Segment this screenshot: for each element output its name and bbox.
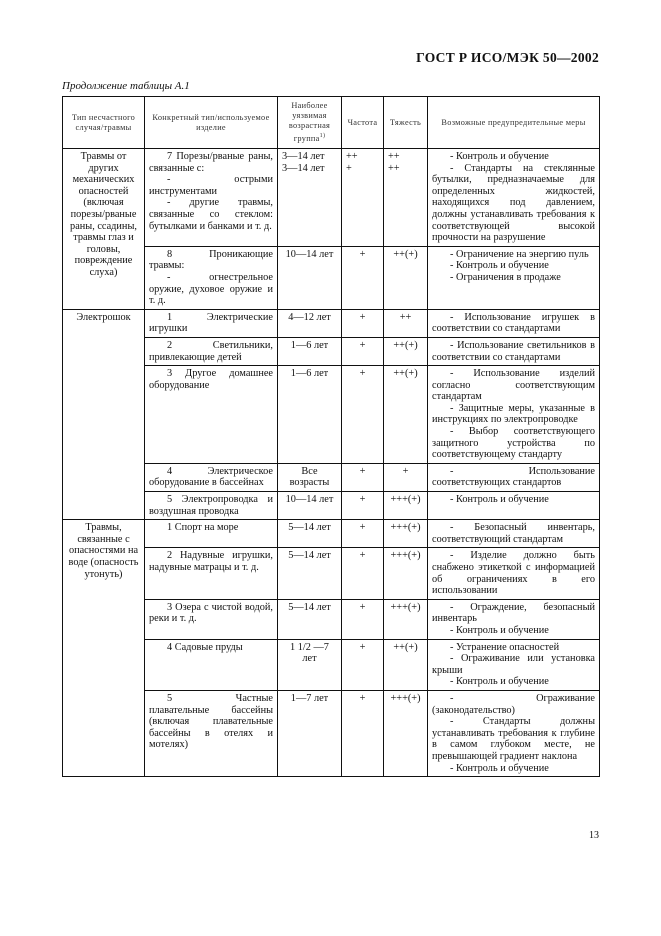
frequency-cell: + [342,548,384,599]
measures-cell: - Контроль и обучение [428,492,600,520]
measures-cell: - Использование изделий согласно соответствующим стандартам - Защитные меры, указанные в инструкциях по электропроводке - Выбор соответствующего защитного устройства по соответствующему стандарту [428,366,600,464]
specific-type-cell: 5 Частные плавательные бассейны (включая плавательные бассейны в отелях и мотелях) [145,690,278,776]
specific-type-cell: 4 Садовые пруды [145,639,278,690]
frequency-cell: + [342,492,384,520]
age-group-cell: 5—14 лет [278,548,342,599]
header-specific-type: Конкретный тип/используемое изделие [145,97,278,149]
measures-cell: - Ограживание (законодательство) - Стандарты должны устанавливать требования к глубине в самом глубоком месте, не превышающей градиент наклона - Контроль и обучение [428,690,600,776]
accident-type-cell: Травмы, связанные с опасностями на воде (опасность утонуть) [63,520,145,777]
header-measures: Возможные предупредительные меры [428,97,600,149]
table-caption: Продолжение таблицы А.1 [62,80,190,92]
specific-type-cell: 2 Светильники, привлекающие детей [145,337,278,365]
specific-type-cell: 2 Надувные игрушки, надувные матрацы и т. д. [145,548,278,599]
table-row [63,520,600,548]
accident-type-cell: Травмы от других механических опасностей (включая порезы/рваные раны, ссадины, травмы глаз и головы, повреждение слуха) [63,149,145,310]
table-row [63,149,600,247]
age-group-cell: 5—14 лет [278,599,342,639]
measures-cell: - Ограничение на энергию пуль - Контроль и обучение - Ограничения в продаже [428,246,600,309]
severity-cell: ++ ++ [384,149,428,247]
frequency-cell: ++ + [342,149,384,247]
specific-type-cell: 5 Электропроводка и воздушная проводка [145,492,278,520]
measures-cell: - Ограждение, безопасный инвентарь - Контроль и обучение [428,599,600,639]
severity-cell: +++(+) [384,492,428,520]
specific-type-cell: 1 Спорт на море [145,520,278,548]
severity-cell: ++(+) [384,337,428,365]
frequency-cell: + [342,309,384,337]
frequency-cell: + [342,639,384,690]
header-accident-type: Тип несчастного случая/травмы [63,97,145,149]
age-group-cell: Все возрасты [278,463,342,491]
frequency-cell: + [342,246,384,309]
measures-cell: - Использование игрушек в соответствии со стандартами [428,309,600,337]
document-header: ГОСТ Р ИСО/МЭК 50—2002 [416,50,599,65]
specific-type-cell: 4 Электрическое оборудование в бассейнах [145,463,278,491]
severity-cell: + [384,463,428,491]
severity-cell: +++(+) [384,690,428,776]
frequency-cell: + [342,463,384,491]
measures-cell: - Контроль и обучение - Стандарты на стеклянные бутылки, предназначаемые для определенных жидкостей, находящихся под давлением, должны устанавливать требования к соответствующей высокой прочности на разрушение [428,149,600,247]
measures-cell: - Использование светильников в соответствии со стандартами [428,337,600,365]
specific-type-cell: 7 Порезы/рваные раны, связанные с: - острыми инструментами - другие травмы, связанные со стеклом: бутылками и банками и т. д. [145,149,278,247]
measures-cell: - Устранение опасностей - Ограживание или установка крыши - Контроль и обучение [428,639,600,690]
age-group-cell: 10—14 лет [278,492,342,520]
hazard-table [62,96,600,777]
measures-cell: - Изделие должно быть снабжено этикеткой с информацией об ограничениях в его использовании [428,548,600,599]
severity-cell: +++(+) [384,520,428,548]
severity-cell: ++(+) [384,639,428,690]
severity-cell: ++(+) [384,246,428,309]
frequency-cell: + [342,599,384,639]
accident-type-cell: Электрошок [63,309,145,520]
age-group-cell: 1—6 лет [278,337,342,365]
specific-type-cell: 3 Другое домашнее оборудование [145,366,278,464]
age-group-cell: 1 1/2 —7 лет [278,639,342,690]
header-age-group: Наиболее уязвимая возрастная группа$^{1)}$ [278,97,342,149]
severity-cell: +++(+) [384,599,428,639]
header-frequency: Частота [342,97,384,149]
severity-cell: ++(+) [384,366,428,464]
header-severity: Тяжесть [384,97,428,149]
age-group-cell: 1—7 лет [278,690,342,776]
age-group-cell: 4—12 лет [278,309,342,337]
table-row [63,309,600,337]
frequency-cell: + [342,366,384,464]
measures-cell: - Безопасный инвентарь, соответствующий стандартам [428,520,600,548]
frequency-cell: + [342,690,384,776]
specific-type-cell: 3 Озера с чистой водой, реки и т. д. [145,599,278,639]
frequency-cell: + [342,337,384,365]
severity-cell: ++ [384,309,428,337]
frequency-cell: + [342,520,384,548]
age-group-cell: 5—14 лет [278,520,342,548]
table-header-row [63,97,600,149]
measures-cell: - Использование соответствующих стандартов [428,463,600,491]
severity-cell: +++(+) [384,548,428,599]
age-group-cell: 1—6 лет [278,366,342,464]
page-number: 13 [589,830,599,841]
age-group-cell: 10—14 лет [278,246,342,309]
age-group-cell: 3—14 лет 3—14 лет [278,149,342,247]
specific-type-cell: 1 Электрические игрушки [145,309,278,337]
specific-type-cell: 8 Проникающие травмы: - огнестрельное оружие, духовое оружие и т. д. [145,246,278,309]
